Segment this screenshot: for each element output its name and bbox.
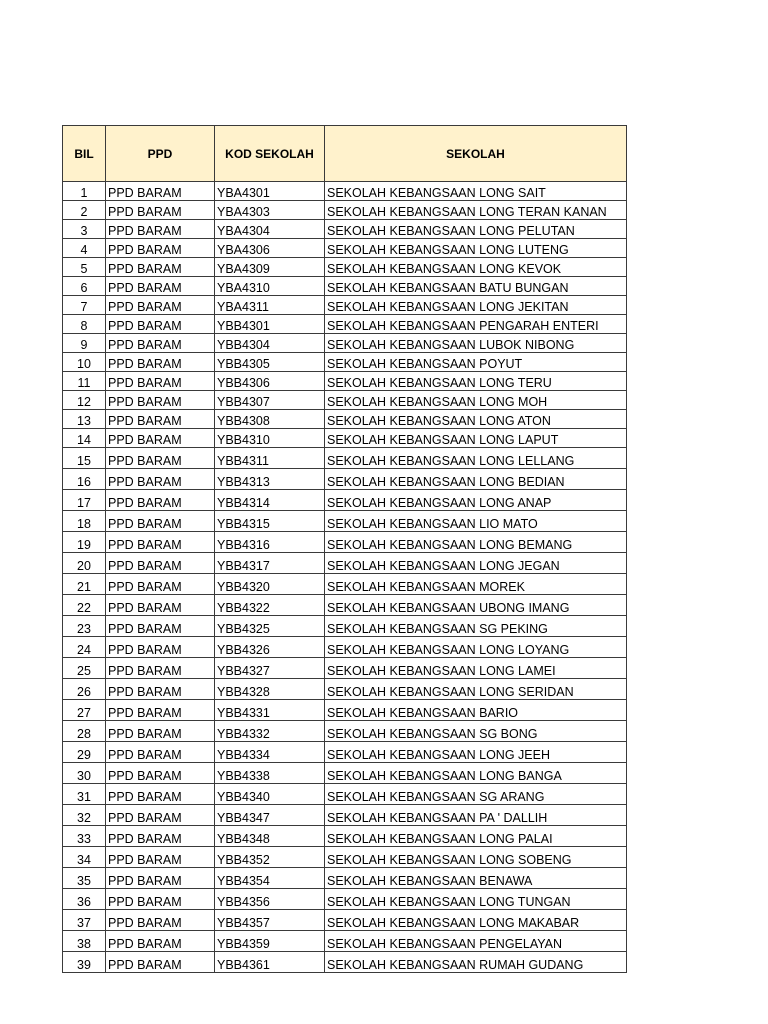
ppd-cell: PPD BARAM xyxy=(106,182,215,201)
bil-cell: 31 xyxy=(63,784,106,805)
ppd-cell: PPD BARAM xyxy=(106,658,215,679)
bil-cell: 7 xyxy=(63,296,106,315)
kod-sekolah-cell: YBB4308 xyxy=(215,410,325,429)
sekolah-cell: SEKOLAH KEBANGSAAN LONG BEDIAN xyxy=(325,469,627,490)
ppd-cell: PPD BARAM xyxy=(106,721,215,742)
header-bil: BIL xyxy=(63,126,106,182)
kod-sekolah-cell: YBA4303 xyxy=(215,201,325,220)
kod-sekolah-cell: YBA4309 xyxy=(215,258,325,277)
table-row xyxy=(63,296,627,315)
sekolah-cell: SEKOLAH KEBANGSAAN PA ' DALLIH xyxy=(325,805,627,826)
sekolah-cell: SEKOLAH KEBANGSAAN LONG PALAI xyxy=(325,826,627,847)
sekolah-cell: SEKOLAH KEBANGSAAN LONG KEVOK xyxy=(325,258,627,277)
bil-cell: 12 xyxy=(63,391,106,410)
sekolah-cell: SEKOLAH KEBANGSAAN BATU BUNGAN xyxy=(325,277,627,296)
table-row xyxy=(63,353,627,372)
kod-sekolah-cell: YBB4314 xyxy=(215,490,325,511)
table-body xyxy=(63,182,627,973)
kod-sekolah-cell: YBB4315 xyxy=(215,511,325,532)
header-sekolah: SEKOLAH xyxy=(325,126,627,182)
kod-sekolah-cell: YBB4325 xyxy=(215,616,325,637)
bil-cell: 21 xyxy=(63,574,106,595)
ppd-cell: PPD BARAM xyxy=(106,277,215,296)
ppd-cell: PPD BARAM xyxy=(106,826,215,847)
kod-sekolah-cell: YBB4326 xyxy=(215,637,325,658)
header-row xyxy=(63,126,627,182)
table-row xyxy=(63,334,627,353)
ppd-cell: PPD BARAM xyxy=(106,296,215,315)
sekolah-cell: SEKOLAH KEBANGSAAN PENGELAYAN xyxy=(325,931,627,952)
sekolah-cell: SEKOLAH KEBANGSAAN LONG LUTENG xyxy=(325,239,627,258)
kod-sekolah-cell: YBB4338 xyxy=(215,763,325,784)
kod-sekolah-cell: YBB4316 xyxy=(215,532,325,553)
bil-cell: 16 xyxy=(63,469,106,490)
sekolah-cell: SEKOLAH KEBANGSAAN LONG SAIT xyxy=(325,182,627,201)
sekolah-cell: SEKOLAH KEBANGSAAN LONG TERAN KANAN xyxy=(325,201,627,220)
sekolah-cell: SEKOLAH KEBANGSAAN LONG ATON xyxy=(325,410,627,429)
ppd-cell: PPD BARAM xyxy=(106,391,215,410)
table-row xyxy=(63,410,627,429)
table-row xyxy=(63,658,627,679)
bil-cell: 13 xyxy=(63,410,106,429)
bil-cell: 27 xyxy=(63,700,106,721)
ppd-cell: PPD BARAM xyxy=(106,490,215,511)
ppd-cell: PPD BARAM xyxy=(106,637,215,658)
table-row xyxy=(63,391,627,410)
table-row xyxy=(63,742,627,763)
ppd-cell: PPD BARAM xyxy=(106,889,215,910)
sekolah-cell: SEKOLAH KEBANGSAAN BENAWA xyxy=(325,868,627,889)
ppd-cell: PPD BARAM xyxy=(106,410,215,429)
ppd-cell: PPD BARAM xyxy=(106,315,215,334)
ppd-cell: PPD BARAM xyxy=(106,511,215,532)
sekolah-cell: SEKOLAH KEBANGSAAN LONG TUNGAN xyxy=(325,889,627,910)
bil-cell: 23 xyxy=(63,616,106,637)
table-row xyxy=(63,910,627,931)
table-row xyxy=(63,847,627,868)
kod-sekolah-cell: YBB4305 xyxy=(215,353,325,372)
ppd-cell: PPD BARAM xyxy=(106,847,215,868)
bil-cell: 35 xyxy=(63,868,106,889)
bil-cell: 28 xyxy=(63,721,106,742)
kod-sekolah-cell: YBB4311 xyxy=(215,448,325,469)
table-row xyxy=(63,315,627,334)
bil-cell: 17 xyxy=(63,490,106,511)
bil-cell: 38 xyxy=(63,931,106,952)
bil-cell: 20 xyxy=(63,553,106,574)
kod-sekolah-cell: YBA4310 xyxy=(215,277,325,296)
sekolah-cell: SEKOLAH KEBANGSAAN UBONG IMANG xyxy=(325,595,627,616)
sekolah-cell: SEKOLAH KEBANGSAAN LONG LELLANG xyxy=(325,448,627,469)
kod-sekolah-cell: YBB4320 xyxy=(215,574,325,595)
table-row xyxy=(63,868,627,889)
bil-cell: 14 xyxy=(63,429,106,448)
table-row xyxy=(63,429,627,448)
bil-cell: 30 xyxy=(63,763,106,784)
sekolah-cell: SEKOLAH KEBANGSAAN LONG JEKITAN xyxy=(325,296,627,315)
table-row xyxy=(63,532,627,553)
ppd-cell: PPD BARAM xyxy=(106,258,215,277)
table-row xyxy=(63,201,627,220)
bil-cell: 15 xyxy=(63,448,106,469)
ppd-cell: PPD BARAM xyxy=(106,220,215,239)
table-row xyxy=(63,511,627,532)
bil-cell: 19 xyxy=(63,532,106,553)
table-row xyxy=(63,616,627,637)
bil-cell: 25 xyxy=(63,658,106,679)
sekolah-cell: SEKOLAH KEBANGSAAN LONG TERU xyxy=(325,372,627,391)
kod-sekolah-cell: YBA4306 xyxy=(215,239,325,258)
ppd-cell: PPD BARAM xyxy=(106,372,215,391)
ppd-cell: PPD BARAM xyxy=(106,334,215,353)
bil-cell: 34 xyxy=(63,847,106,868)
kod-sekolah-cell: YBB4347 xyxy=(215,805,325,826)
bil-cell: 39 xyxy=(63,952,106,973)
sekolah-cell: SEKOLAH KEBANGSAAN LONG SOBENG xyxy=(325,847,627,868)
bil-cell: 26 xyxy=(63,679,106,700)
kod-sekolah-cell: YBB4328 xyxy=(215,679,325,700)
table-row xyxy=(63,784,627,805)
bil-cell: 1 xyxy=(63,182,106,201)
kod-sekolah-cell: YBB4334 xyxy=(215,742,325,763)
sekolah-cell: SEKOLAH KEBANGSAAN SG BONG xyxy=(325,721,627,742)
kod-sekolah-cell: YBB4357 xyxy=(215,910,325,931)
kod-sekolah-cell: YBA4311 xyxy=(215,296,325,315)
ppd-cell: PPD BARAM xyxy=(106,742,215,763)
table-row xyxy=(63,553,627,574)
bil-cell: 22 xyxy=(63,595,106,616)
table-row xyxy=(63,448,627,469)
kod-sekolah-cell: YBB4310 xyxy=(215,429,325,448)
ppd-cell: PPD BARAM xyxy=(106,239,215,258)
ppd-cell: PPD BARAM xyxy=(106,532,215,553)
kod-sekolah-cell: YBB4306 xyxy=(215,372,325,391)
sekolah-cell: SEKOLAH KEBANGSAAN LONG LAPUT xyxy=(325,429,627,448)
kod-sekolah-cell: YBB4301 xyxy=(215,315,325,334)
sekolah-cell: SEKOLAH KEBANGSAAN RUMAH GUDANG xyxy=(325,952,627,973)
ppd-cell: PPD BARAM xyxy=(106,448,215,469)
table-row xyxy=(63,372,627,391)
kod-sekolah-cell: YBB4348 xyxy=(215,826,325,847)
bil-cell: 29 xyxy=(63,742,106,763)
table-row xyxy=(63,490,627,511)
kod-sekolah-cell: YBB4327 xyxy=(215,658,325,679)
bil-cell: 8 xyxy=(63,315,106,334)
kod-sekolah-cell: YBB4317 xyxy=(215,553,325,574)
table-row xyxy=(63,763,627,784)
table-row xyxy=(63,952,627,973)
kod-sekolah-cell: YBB4322 xyxy=(215,595,325,616)
table-row xyxy=(63,595,627,616)
table-row xyxy=(63,679,627,700)
kod-sekolah-cell: YBB4307 xyxy=(215,391,325,410)
header-kod-sekolah: KOD SEKOLAH xyxy=(215,126,325,182)
ppd-cell: PPD BARAM xyxy=(106,574,215,595)
kod-sekolah-cell: YBA4301 xyxy=(215,182,325,201)
bil-cell: 11 xyxy=(63,372,106,391)
ppd-cell: PPD BARAM xyxy=(106,700,215,721)
kod-sekolah-cell: YBB4304 xyxy=(215,334,325,353)
sekolah-cell: SEKOLAH KEBANGSAAN LONG ANAP xyxy=(325,490,627,511)
sekolah-cell: SEKOLAH KEBANGSAAN POYUT xyxy=(325,353,627,372)
sekolah-cell: SEKOLAH KEBANGSAAN BARIO xyxy=(325,700,627,721)
ppd-cell: PPD BARAM xyxy=(106,931,215,952)
ppd-cell: PPD BARAM xyxy=(106,429,215,448)
ppd-cell: PPD BARAM xyxy=(106,679,215,700)
bil-cell: 5 xyxy=(63,258,106,277)
sekolah-cell: SEKOLAH KEBANGSAAN LONG PELUTAN xyxy=(325,220,627,239)
table-row xyxy=(63,182,627,201)
bil-cell: 32 xyxy=(63,805,106,826)
ppd-cell: PPD BARAM xyxy=(106,763,215,784)
table-row xyxy=(63,889,627,910)
header-ppd: PPD xyxy=(106,126,215,182)
sekolah-cell: SEKOLAH KEBANGSAAN LONG SERIDAN xyxy=(325,679,627,700)
sekolah-cell: SEKOLAH KEBANGSAAN MOREK xyxy=(325,574,627,595)
table-row xyxy=(63,826,627,847)
ppd-cell: PPD BARAM xyxy=(106,868,215,889)
bil-cell: 18 xyxy=(63,511,106,532)
kod-sekolah-cell: YBB4313 xyxy=(215,469,325,490)
bil-cell: 37 xyxy=(63,910,106,931)
ppd-cell: PPD BARAM xyxy=(106,910,215,931)
kod-sekolah-cell: YBB4361 xyxy=(215,952,325,973)
sekolah-cell: SEKOLAH KEBANGSAAN LONG LOYANG xyxy=(325,637,627,658)
bil-cell: 3 xyxy=(63,220,106,239)
ppd-cell: PPD BARAM xyxy=(106,353,215,372)
sekolah-cell: SEKOLAH KEBANGSAAN SG ARANG xyxy=(325,784,627,805)
bil-cell: 2 xyxy=(63,201,106,220)
ppd-cell: PPD BARAM xyxy=(106,553,215,574)
bil-cell: 6 xyxy=(63,277,106,296)
ppd-cell: PPD BARAM xyxy=(106,201,215,220)
table-header xyxy=(63,126,627,182)
sekolah-cell: SEKOLAH KEBANGSAAN SG PEKING xyxy=(325,616,627,637)
table-row xyxy=(63,258,627,277)
bil-cell: 4 xyxy=(63,239,106,258)
sekolah-cell: SEKOLAH KEBANGSAAN LUBOK NIBONG xyxy=(325,334,627,353)
sekolah-cell: SEKOLAH KEBANGSAAN LONG JEGAN xyxy=(325,553,627,574)
sekolah-cell: SEKOLAH KEBANGSAAN LONG BEMANG xyxy=(325,532,627,553)
bil-cell: 33 xyxy=(63,826,106,847)
sekolah-cell: SEKOLAH KEBANGSAAN LONG JEEH xyxy=(325,742,627,763)
kod-sekolah-cell: YBB4359 xyxy=(215,931,325,952)
ppd-cell: PPD BARAM xyxy=(106,805,215,826)
table-row xyxy=(63,805,627,826)
bil-cell: 9 xyxy=(63,334,106,353)
ppd-cell: PPD BARAM xyxy=(106,616,215,637)
bil-cell: 10 xyxy=(63,353,106,372)
kod-sekolah-cell: YBB4332 xyxy=(215,721,325,742)
kod-sekolah-cell: YBB4331 xyxy=(215,700,325,721)
ppd-cell: PPD BARAM xyxy=(106,595,215,616)
ppd-cell: PPD BARAM xyxy=(106,784,215,805)
table-row xyxy=(63,700,627,721)
school-table xyxy=(62,125,627,973)
sekolah-cell: SEKOLAH KEBANGSAAN LIO MATO xyxy=(325,511,627,532)
kod-sekolah-cell: YBB4340 xyxy=(215,784,325,805)
sekolah-cell: SEKOLAH KEBANGSAAN LONG LAMEI xyxy=(325,658,627,679)
sekolah-cell: SEKOLAH KEBANGSAAN LONG BANGA xyxy=(325,763,627,784)
table-row xyxy=(63,574,627,595)
table-row xyxy=(63,469,627,490)
sekolah-cell: SEKOLAH KEBANGSAAN PENGARAH ENTERI xyxy=(325,315,627,334)
sekolah-cell: SEKOLAH KEBANGSAAN LONG MAKABAR xyxy=(325,910,627,931)
kod-sekolah-cell: YBB4352 xyxy=(215,847,325,868)
ppd-cell: PPD BARAM xyxy=(106,952,215,973)
table-row xyxy=(63,637,627,658)
sekolah-cell: SEKOLAH KEBANGSAAN LONG MOH xyxy=(325,391,627,410)
table-row xyxy=(63,721,627,742)
bil-cell: 24 xyxy=(63,637,106,658)
table-row xyxy=(63,220,627,239)
table-row xyxy=(63,277,627,296)
kod-sekolah-cell: YBA4304 xyxy=(215,220,325,239)
ppd-cell: PPD BARAM xyxy=(106,469,215,490)
bil-cell: 36 xyxy=(63,889,106,910)
kod-sekolah-cell: YBB4354 xyxy=(215,868,325,889)
table-row xyxy=(63,239,627,258)
table-row xyxy=(63,931,627,952)
kod-sekolah-cell: YBB4356 xyxy=(215,889,325,910)
